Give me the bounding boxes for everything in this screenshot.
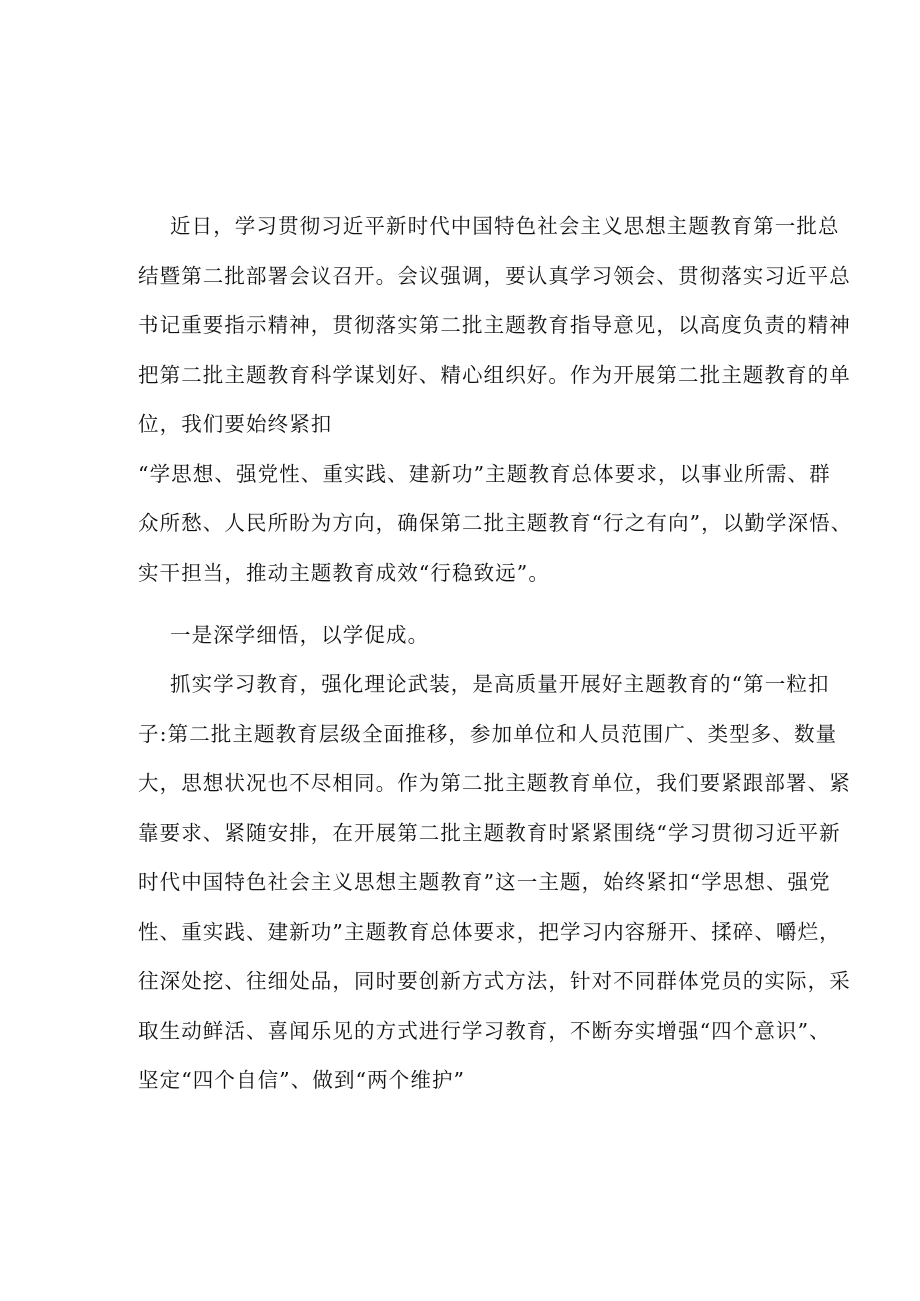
paragraph-line: 性、重实践、建新功”主题教育总体要求，把学习内容掰开、揉碎、嚼烂， [138, 919, 841, 944]
paragraph-line: 结暨第二批部署会议召开。会议强调，要认真学习领会、贯彻落实习近平总 [138, 263, 851, 288]
paragraph-line: “学思想、强党性、重实践、建新功”主题教育总体要求，以事业所需、群 [138, 461, 831, 486]
paragraph-line: 往深处挖、往细处品，同时要创新方式方法，针对不同群体党员的实际，采 [138, 969, 851, 993]
paragraph-line: 取生动鲜活、喜闻乐见的方式进行学习教育，不断夯实增强“四个意识”、 [138, 1018, 831, 1043]
paragraph-line: 位，我们要始终紧扣 [138, 412, 333, 436]
paragraph-line: 书记重要指示精神，贯彻落实第二批主题教育指导意见，以高度负责的精神 [138, 313, 851, 337]
paragraph-line: 众所愁、人民所盼为方向，确保第二批主题教育“行之有向”，以勤学深悟、 [138, 511, 853, 535]
paragraph-line: 坚定“四个自信”、做到“两个维护” [138, 1068, 466, 1092]
paragraph-line: 实干担当，推动主题教育成效“行稳致远”。 [138, 560, 550, 585]
paragraph-line: 靠要求、紧随安排，在开展第二批主题教育时紧紧围绕“学习贯彻习近平新 [138, 820, 841, 845]
paragraph-line: 子:第二批主题教育层级全面推移，参加单位和人员范围广、类型多、数量 [138, 721, 838, 746]
paragraph-line: 近日，学习贯彻习近平新时代中国特色社会主义思想主题教育第一批总 [170, 214, 840, 238]
body-paragraph [138, 660, 851, 1106]
section-heading [138, 611, 798, 661]
paragraph-line: 抓实学习教育，强化理论武装，是高质量开展好主题教育的“第一粒扣 [170, 672, 830, 696]
heading-line: 一是深学细悟，以学促成。 [170, 623, 430, 647]
intro-paragraph [138, 202, 853, 598]
paragraph-line: 把第二批主题教育科学谋划好、精心组织好。作为开展第二批主题教育的单 [138, 362, 851, 387]
paragraph-line: 大，思想状况也不尽相同。作为第二批主题教育单位，我们要紧跟部署、紧 [138, 771, 851, 795]
paragraph-line: 时代中国特色社会主义思想主题教育”这一主题，始终紧扣“学思想、强党 [138, 870, 831, 894]
